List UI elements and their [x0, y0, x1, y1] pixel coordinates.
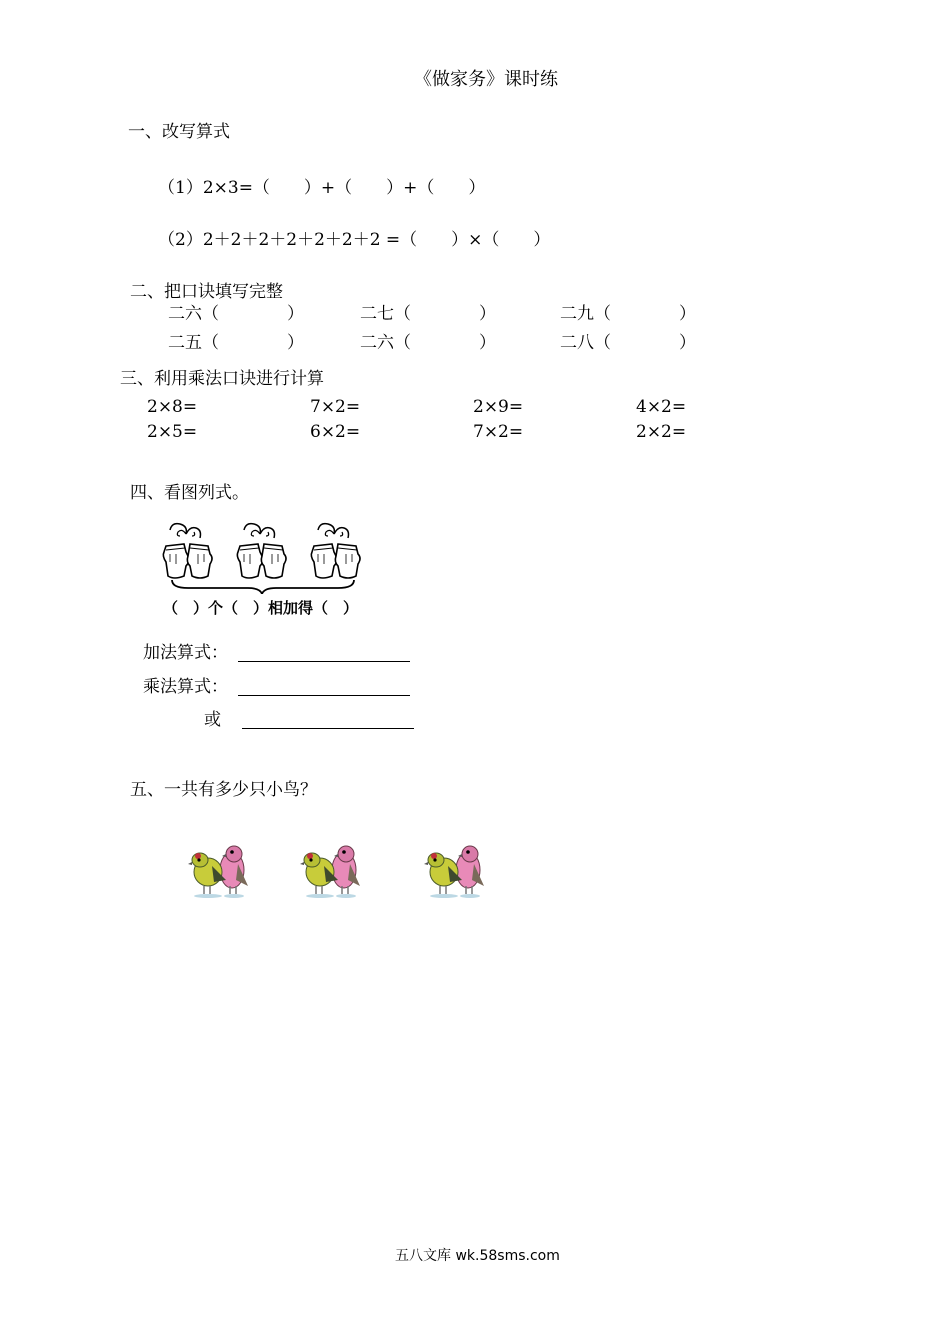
- multiplication-label: 乘法算式：: [143, 677, 228, 697]
- rhyme-item: 二九（ ）: [560, 304, 696, 324]
- addition-answer-line: [238, 661, 410, 662]
- addition-label: 加法算式：: [143, 643, 228, 663]
- page-title: 《做家务》课时练: [414, 69, 558, 90]
- picture-caption: （ ）个（ ）相加得（ ）: [163, 599, 359, 617]
- multiplication-answer-line: [238, 695, 410, 696]
- calc-item: 2×2=: [636, 422, 687, 442]
- rhyme-item: 二六（ ）: [360, 333, 496, 353]
- section-5-heading: 五、一共有多少只小鸟？: [130, 780, 317, 800]
- question-1-2: （2）2＋2＋2＋2＋2＋2＋2 =（ ）×（ ）: [158, 230, 551, 250]
- section-2-heading: 二、把口诀填写完整: [130, 282, 283, 302]
- rhyme-item: 二五（ ）: [168, 333, 304, 353]
- rhyme-item: 二八（ ）: [560, 333, 696, 353]
- or-label: 或: [204, 710, 221, 730]
- question-1-1: （1）2×3=（ ）+（ ）+（ ）: [158, 178, 486, 198]
- section-4-heading: 四、看图列式。: [130, 483, 249, 503]
- footer-watermark: 五八文库 wk.58sms.com: [395, 1248, 560, 1264]
- calc-item: 2×8=: [147, 397, 198, 417]
- alternate-answer-line: [242, 728, 414, 729]
- calc-item: 2×9=: [473, 397, 524, 417]
- calc-item: 7×2=: [310, 397, 361, 417]
- calc-item: 2×5=: [147, 422, 198, 442]
- mittens-picture: [158, 522, 368, 594]
- section-1-heading: 一、改写算式: [128, 122, 230, 142]
- rhyme-item: 二七（ ）: [360, 304, 496, 324]
- calc-item: 7×2=: [473, 422, 524, 442]
- calc-item: 4×2=: [636, 397, 687, 417]
- birds-picture: [180, 840, 500, 902]
- calc-item: 6×2=: [310, 422, 361, 442]
- section-3-heading: 三、利用乘法口诀进行计算: [120, 369, 324, 389]
- rhyme-item: 二六（ ）: [168, 304, 304, 324]
